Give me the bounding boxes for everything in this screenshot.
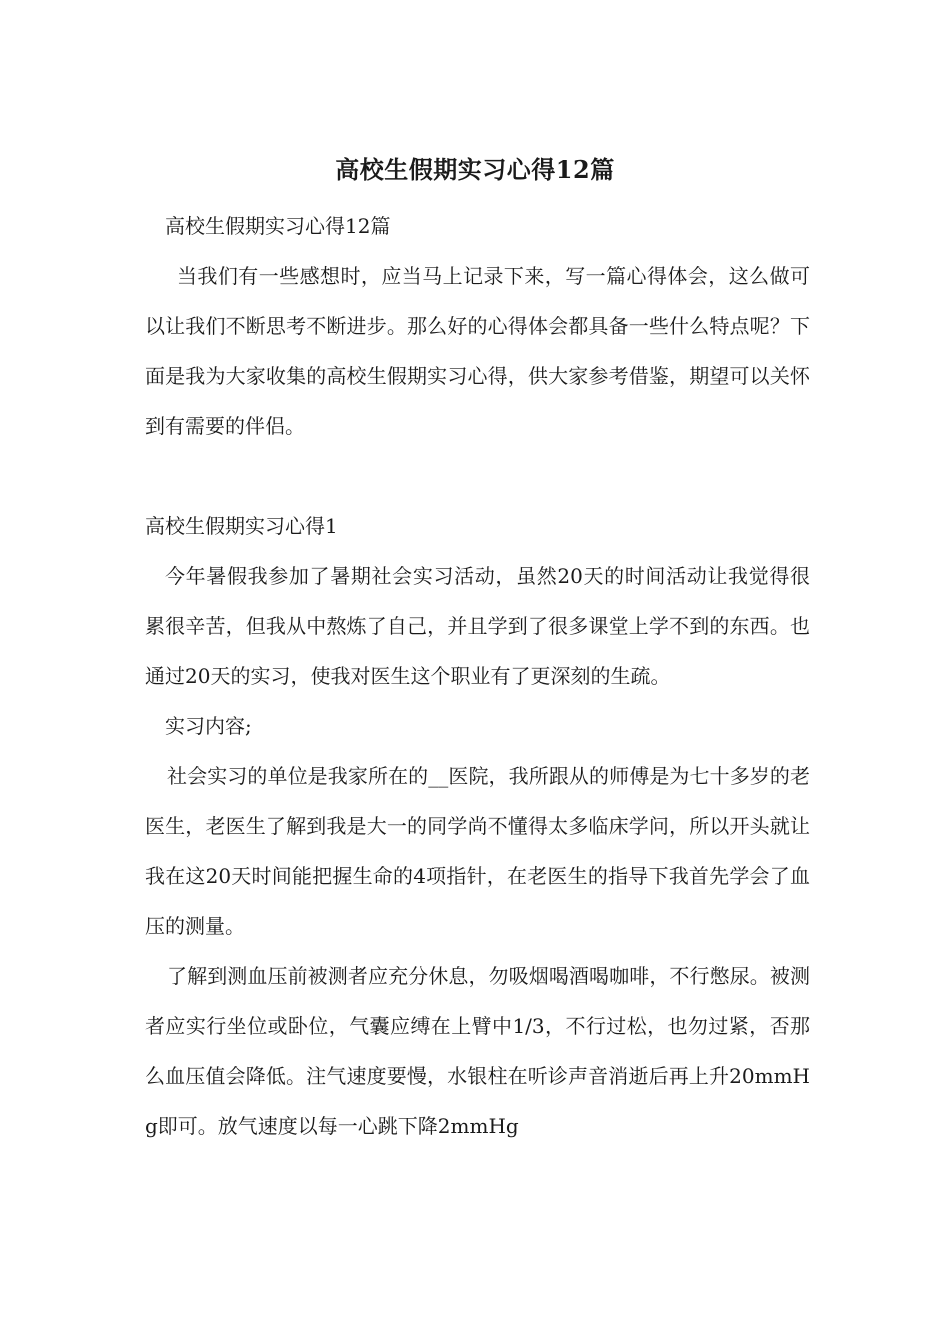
paragraph-spacer — [145, 451, 810, 501]
body-paragraph: 社会实习的单位是我家所在的__医院，我所跟从的师傅是为七十多岁的老医生，老医生了解到我是大一的同学尚不懂得太多临床学问，所以开头就让我在这20天时间能把握生命的4项指针，在老医生的指导下我首先学会了血压的测量。 — [145, 764, 810, 938]
content-label: 实习内容; — [165, 714, 252, 738]
document-title: 高校生假期实习心得12篇 — [335, 155, 615, 184]
body-paragraph: 今年暑假我参加了暑期社会实习活动，虽然20天的时间活动让我觉得很累很辛苦，但我从中熬炼了自己，并且学到了很多课堂上学不到的东西。也通过20天的实习，使我对医生这个职业有了更深刻的生疏。 — [145, 564, 810, 688]
document-body — [145, 201, 810, 1151]
intro-paragraph: 当我们有一些感想时，应当马上记录下来，写一篇心得体会，这么做可以让我们不断思考不断进步。那么好的心得体会都具备一些什么特点呢？下面是我为大家收集的高校生假期实习心得，供大家参考借鉴，期望可以关怀到有需要的伴侣。 — [145, 264, 810, 438]
body-paragraph: 了解到测血压前被测者应充分休息，勿吸烟喝酒喝咖啡，不行憋尿。被测者应实行坐位或卧位，气囊应缚在上臂中1/3，不行过松，也勿过紧，否那么血压值会降低。注气速度要慢，水银柱在听诊声音消逝后再上升20mmHg即可。放气速度以每一心跳下降2mmHg — [145, 964, 810, 1138]
section-heading: 高校生假期实习心得1 — [145, 514, 338, 538]
document-subtitle: 高校生假期实习心得12篇 — [165, 214, 391, 238]
